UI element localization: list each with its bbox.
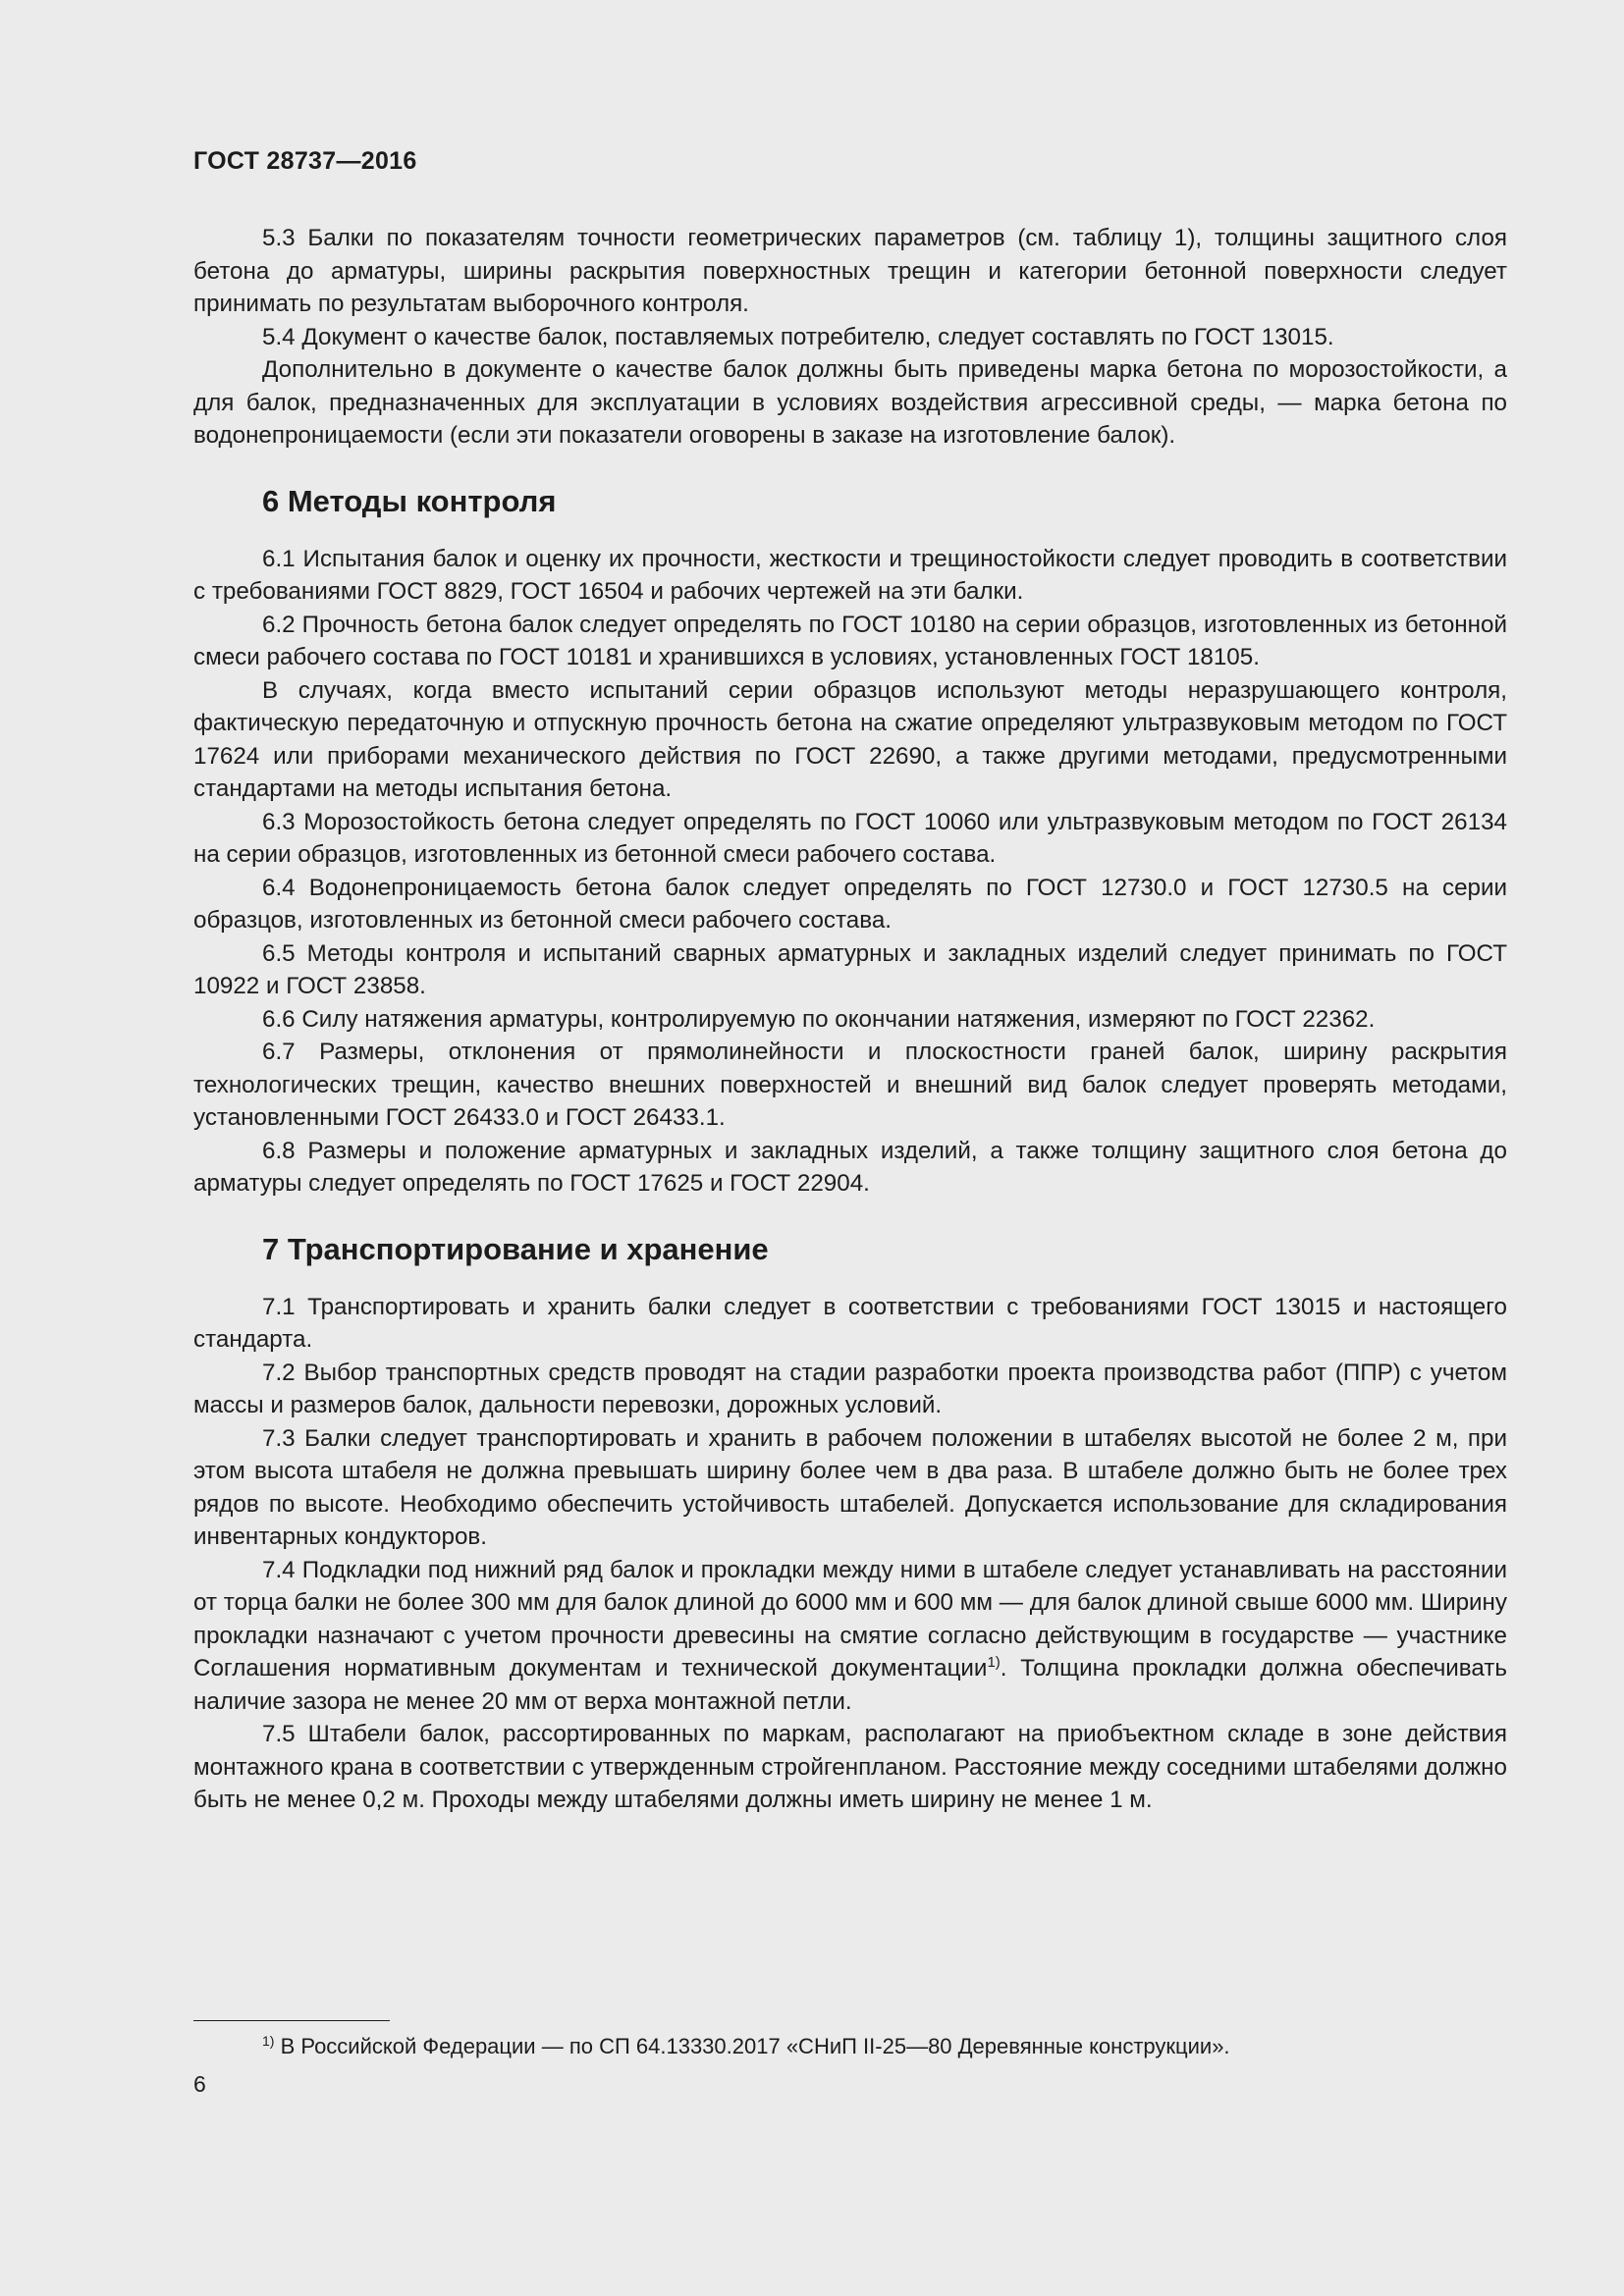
paragraph-6-6: 6.6 Силу натяжения арматуры, контролируемую по окончании натяжения, измеряют по ГОСТ 22362. xyxy=(262,1005,1376,1033)
paragraph-6-2-addition: В случаях, когда вместо испытаний серии образцов используют методы неразрушающего контроля, фактическую передаточную и отпускную прочность бетона на сжатие определяют ультразвуковым методом по ГОСТ 17624 или приборами механического действия по ГОСТ 22690, а также другими методами, предусмотренными стандартами на методы испытания бетона. xyxy=(193,676,1507,802)
paragraph-7-3: 7.3 Балки следует транспортировать и хранить в рабочем положении в штабелях высотой не более 2 м, при этом высота штабеля не должна превышать ширину более чем в два раза. В штабеле должно быть не более трех рядов по высоте. Необходимо обеспечить устойчивость штабелей. Допускается использование для складирования инвентарных кондукторов. xyxy=(193,1424,1507,1550)
paragraph-6-4: 6.4 Водонепроницаемость бетона балок следует определять по ГОСТ 12730.0 и ГОСТ 12730.5 на серии образцов, изготовленных из бетонной смеси рабочего состава. xyxy=(193,874,1507,934)
paragraph-7-4-text: 7.4 Подкладки под нижний ряд балок и прокладки между ними в штабеле следует устанавливать на расстоянии от торца балки не более 300 мм для балок длиной до 6000 мм и 600 мм — для балок длиной свыше 6000 мм. Ширину прокладки назначают с учетом прочности древесины на смятие согласно действующим в государстве — участнике Соглашения нормативным документам и технической документации xyxy=(193,1556,1507,1682)
footnote xyxy=(262,2032,1230,2061)
footnote-divider xyxy=(193,2020,390,2021)
paragraph-6-7: 6.7 Размеры, отклонения от прямолинейности и плоскостности граней балок, ширину раскрытия технологических трещин, качество внешних поверхностей и внешний вид балок следует проверять методами, установленными ГОСТ 26433.0 и ГОСТ 26433.1. xyxy=(193,1039,1507,1131)
document-header: ГОСТ 28737—2016 xyxy=(193,147,417,175)
paragraph-6-1: 6.1 Испытания балок и оценку их прочности, жесткости и трещиностойкости следует проводить в соответствии с требованиями ГОСТ 8829, ГОСТ 16504 и рабочих чертежей на эти балки. xyxy=(193,545,1507,605)
paragraph-7-4 xyxy=(193,1554,1507,1719)
paragraph-6-2: 6.2 Прочность бетона балок следует определять по ГОСТ 10180 на серии образцов, изготовленных из бетонной смеси рабочего состава по ГОСТ 10181 и хранившихся в условиях, установленных ГОСТ 18105. xyxy=(193,611,1507,670)
paragraph-6-5: 6.5 Методы контроля и испытаний сварных арматурных и закладных изделий следует принимать по ГОСТ 10922 и ГОСТ 23858. xyxy=(193,939,1507,999)
paragraph-7-2: 7.2 Выбор транспортных средств проводят на стадии разработки проекта производства работ (ППР) с учетом массы и размеров балок, дальности перевозки, дорожных условий. xyxy=(193,1359,1507,1418)
paragraph-7-5: 7.5 Штабели балок, рассортированных по маркам, располагают на приобъектном складе в зоне действия монтажного крана в соответствии с утвержденным стройгенпланом. Расстояние между соседними штабелями должно быть не менее 0,2 м. Проходы между штабелями должны иметь ширину не менее 1 м. xyxy=(193,1721,1507,1813)
footnote-reference[interactable]: 1) xyxy=(987,1654,1001,1671)
footnote-marker: 1) xyxy=(262,2033,275,2049)
section-7-title: 7 Транспортирование и хранение xyxy=(262,1231,769,1266)
paragraph-5-4: 5.4 Документ о качестве балок, поставляемых потребителю, следует составлять по ГОСТ 13015. xyxy=(262,323,1334,350)
paragraph-7-4-text-end: . Толщина прокладки должна обеспечивать наличие зазора не менее 20 мм от верха монтажной петли. xyxy=(193,1655,1507,1715)
footnote-text: В Российской Федерации — по СП 64.13330.2017 «СНиП II-25—80 Деревянные конструкции». xyxy=(280,2034,1230,2058)
paragraph-6-8: 6.8 Размеры и положение арматурных и закладных изделий, а также толщину защитного слоя бетона до арматуры следует определять по ГОСТ 17625 и ГОСТ 22904. xyxy=(193,1137,1507,1197)
section-6-title: 6 Методы контроля xyxy=(262,483,557,518)
paragraph-5-3: 5.3 Балки по показателям точности геометрических параметров (см. таблицу 1), толщины защитного слоя бетона до арматуры, ширины раскрытия поверхностных трещин и категории бетонной поверхности следует принимать по результатам выборочного контроля. xyxy=(193,225,1507,317)
paragraph-6-3: 6.3 Морозостойкость бетона следует определять по ГОСТ 10060 или ультразвуковым методом по ГОСТ 26134 на серии образцов, изготовленных из бетонной смеси рабочего состава. xyxy=(193,808,1507,868)
paragraph-7-1: 7.1 Транспортировать и хранить балки следует в соответствии с требованиями ГОСТ 13015 и настоящего стандарта. xyxy=(193,1293,1507,1353)
paragraph-5-4-addition: Дополнительно в документе о качестве балок должны быть приведены марка бетона по морозостойкости, а для балок, предназначенных для эксплуатации в условиях воздействия агрессивной среды, — марка бетона по водонепроницаемости (если эти показатели оговорены в заказе на изготовление балок). xyxy=(193,356,1507,449)
page-number: 6 xyxy=(193,2071,206,2097)
document-body xyxy=(193,222,1507,1817)
